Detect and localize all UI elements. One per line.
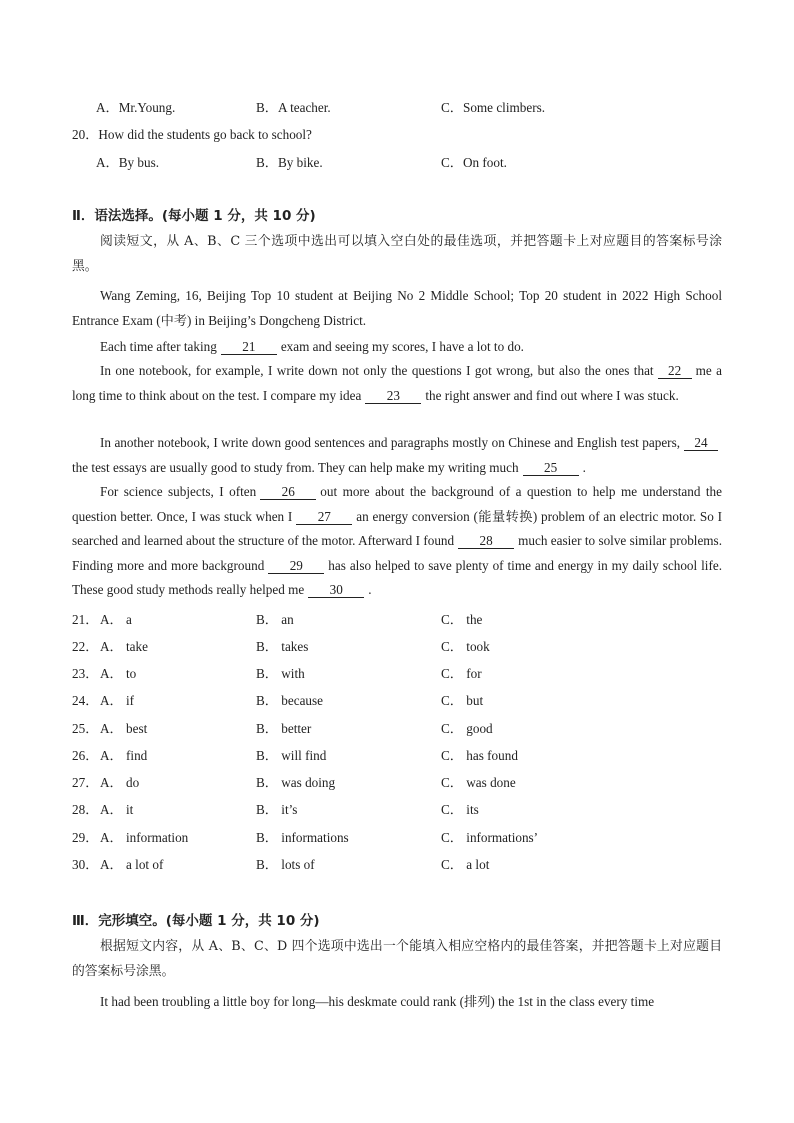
passage-intro: Wang Zeming, 16, Beijing Top 10 student at Beijing No 2 Middle School; Top 20 student in 2022 High School Entrance Exam (中考) in Beijing’s Dongcheng District. <box>72 288 722 328</box>
blank-27: 27 <box>296 509 352 525</box>
passage-paragraph-4 <box>72 480 722 603</box>
p3-text-1: In another notebook, I write down good sentences and paragraphs mostly on Chinese and English test papers, <box>100 435 680 450</box>
option-b[interactable]: B． was doing <box>256 775 336 790</box>
section-3-instruction: 根据短文内容，从 A、B、C、D 四个选项中选出一个能填入相应空格内的最佳答案，并把答题卡上对应题目的答案标号涂黑。 <box>72 939 722 979</box>
option-a[interactable]: A． a <box>100 612 132 627</box>
section-3-heading: Ⅲ．完形填空。(每小题 1 分，共 10 分) <box>72 913 320 929</box>
q20-option-a: A．By bus. <box>96 155 160 170</box>
option-a[interactable]: A． if <box>100 693 135 708</box>
question-number: 27． <box>72 775 99 790</box>
question-number: 23． <box>72 666 99 681</box>
section-2-heading: Ⅱ．语法选择。(每小题 1 分，共 10 分) <box>72 208 316 224</box>
option-a[interactable]: A． find <box>100 748 148 763</box>
option-a[interactable]: A． best <box>100 721 148 736</box>
p4-text-6: . <box>368 582 372 597</box>
q20-options <box>0 152 794 172</box>
option-a[interactable]: A． information <box>100 830 189 845</box>
option-row-25 <box>0 718 794 738</box>
option-c[interactable]: C． for <box>441 666 482 681</box>
option-c[interactable]: C． informations’ <box>441 830 539 845</box>
q20-question: 20．How did the students go back to school? <box>72 127 312 142</box>
p1-text-1: Each time after taking <box>100 339 217 354</box>
question-number: 28． <box>72 802 99 817</box>
option-row-23 <box>0 663 794 683</box>
blank-29: 29 <box>268 558 324 574</box>
option-b[interactable]: B． takes <box>256 639 309 654</box>
option-row-29 <box>0 827 794 847</box>
option-row-24 <box>0 690 794 710</box>
blank-24: 24 <box>684 435 718 451</box>
option-c[interactable]: C． has found <box>441 748 518 763</box>
option-b[interactable]: B． because <box>256 693 324 708</box>
option-row-28 <box>0 799 794 819</box>
option-b[interactable]: B． lots of <box>256 857 315 872</box>
passage-paragraph-3 <box>72 431 722 480</box>
blank-28: 28 <box>458 533 514 549</box>
p1-text-2: exam and seeing my scores, I have a lot to do. <box>280 339 524 354</box>
blank-30: 30 <box>308 582 364 598</box>
q19-option-a: A．Mr.Young. <box>96 100 176 115</box>
option-b[interactable]: B． better <box>256 721 312 736</box>
cloze-passage-start: It had been troubling a little boy for long—his deskmate could rank (排列) the 1st in the class every time <box>100 994 655 1009</box>
option-c[interactable]: C． the <box>441 612 483 627</box>
option-b[interactable]: B． with <box>256 666 305 681</box>
q19-option-c: C．Some climbers. <box>441 100 546 115</box>
blank-22: 22 <box>658 363 692 379</box>
option-b[interactable]: B． it’s <box>256 802 298 817</box>
option-row-27 <box>0 772 794 792</box>
q19-options <box>0 97 794 117</box>
option-c[interactable]: C． good <box>441 721 493 736</box>
option-a[interactable]: A． a lot of <box>100 857 164 872</box>
blank-26: 26 <box>260 484 316 500</box>
question-number: 26． <box>72 748 99 763</box>
passage-paragraph-2 <box>72 359 722 408</box>
option-c[interactable]: C． was done <box>441 775 516 790</box>
option-c[interactable]: C． but <box>441 693 484 708</box>
option-b[interactable]: B． informations <box>256 830 349 845</box>
question-number: 25． <box>72 721 99 736</box>
q20-option-b: B．By bike. <box>256 155 323 170</box>
p4-text-5: has also helped to save plenty of time and energy in my daily school life. These good study methods really helped me <box>72 557 722 597</box>
blank-21: 21 <box>221 339 277 355</box>
option-c[interactable]: C． a lot <box>441 857 490 872</box>
option-a[interactable]: A． it <box>100 802 134 817</box>
p2-text-3: the right answer and find out where I was stuck. <box>425 387 679 403</box>
blank-25: 25 <box>523 460 579 476</box>
option-a[interactable]: A． to <box>100 666 137 681</box>
section-2-instruction: 阅读短文，从 A、B、C 三个选项中选出可以填入空白处的最佳选项，并把答题卡上对应题目的答案标号涂黑。 <box>72 234 722 274</box>
option-c[interactable]: C． its <box>441 802 479 817</box>
blank-23: 23 <box>365 388 421 404</box>
option-b[interactable]: B． an <box>256 612 294 627</box>
p4-text-4: much easier to solve similar problems. Finding more and more background <box>72 533 722 573</box>
passage-paragraph-1 <box>72 335 722 360</box>
p3-text-3: . <box>582 459 586 475</box>
question-number: 29． <box>72 830 99 845</box>
p4-text-2: out more about the background of a question to help me understand the question better. Once, I was stuck when I <box>72 484 722 524</box>
option-row-30 <box>0 854 794 874</box>
p3-text-2: the test essays are usually good to study from. They can help make my writing much <box>72 459 519 475</box>
option-row-21 <box>0 609 794 629</box>
question-number: 30． <box>72 857 99 872</box>
p4-text-3: an energy conversion (能量转换) problem of an electric motor. So I searched and learned about the structure of the motor. Afterward I found <box>72 508 722 548</box>
p2-text-2: me a long time to think about on the test. I compare my idea <box>72 363 723 403</box>
option-b[interactable]: B． will find <box>256 748 327 763</box>
question-number: 24． <box>72 693 99 708</box>
option-row-22 <box>0 636 794 656</box>
option-a[interactable]: A． take <box>100 639 148 654</box>
option-row-26 <box>0 745 794 765</box>
question-number: 22． <box>72 639 99 654</box>
option-c[interactable]: C． took <box>441 639 490 654</box>
p2-text-1: In one notebook, for example, I write down not only the questions I got wrong, but also the ones that <box>100 363 654 378</box>
question-number: 21． <box>72 612 99 627</box>
p4-text-1: For science subjects, I often <box>100 484 257 499</box>
q19-option-b: B．A teacher. <box>256 100 331 115</box>
q20-option-c: C．On foot. <box>441 155 507 170</box>
option-a[interactable]: A． do <box>100 775 140 790</box>
